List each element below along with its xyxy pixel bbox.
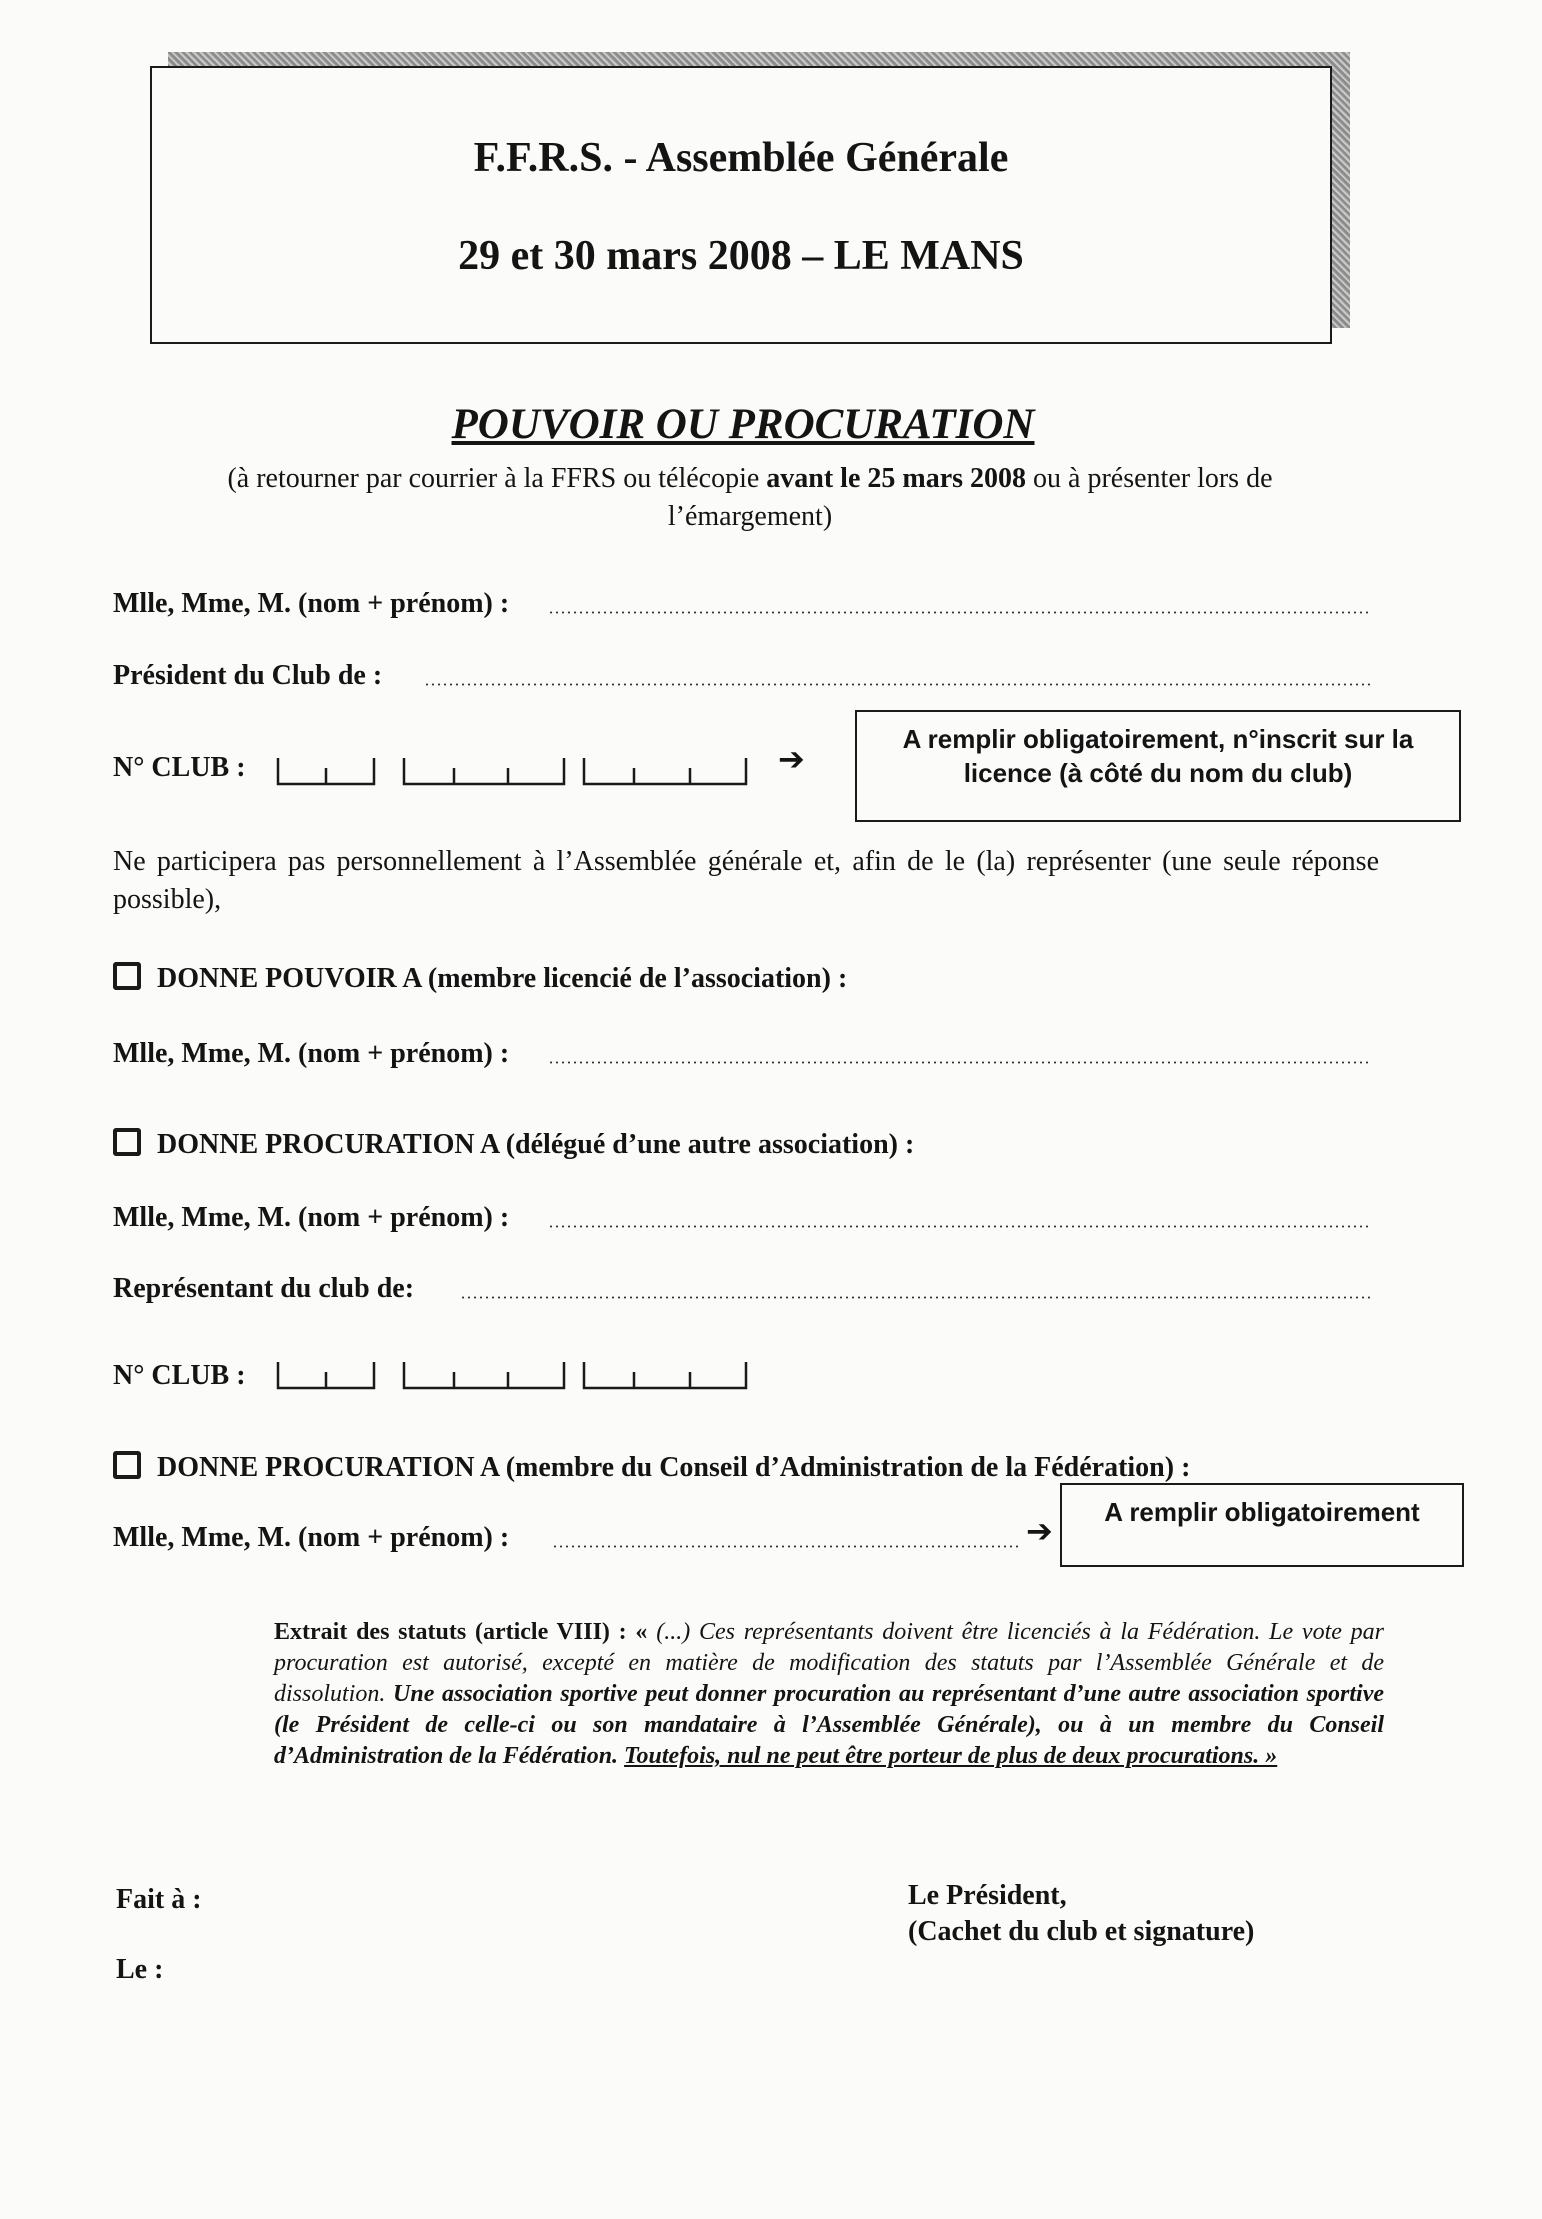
subtitle-text: (à retourner par courrier à la FFRS ou télécopie: [227, 463, 767, 494]
representant-club-input-line[interactable]: [460, 1296, 1372, 1299]
mandatory-note-box: A remplir obligatoirement: [1060, 1483, 1464, 1567]
subtitle-text-end: ou à présenter lors de l’émargement): [667, 463, 1273, 532]
president-label: Président du Club de :: [113, 660, 383, 691]
statuts-lead: Extrait des statuts (article VIII) : «: [274, 1619, 657, 1645]
checkbox-pouvoir[interactable]: [113, 962, 141, 990]
checkbox-procuration-delegue[interactable]: [113, 1128, 141, 1156]
club-number-label-2: N° CLUB :: [113, 1360, 246, 1391]
option-procuration-conseil-label: DONNE PROCURATION A (membre du Conseil d’Administration de la Fédération) :: [157, 1452, 1191, 1483]
name-label-3: Mlle, Mme, M. (nom + prénom) :: [113, 1202, 510, 1233]
form-subtitle: [150, 460, 1350, 536]
option-procuration-delegue[interactable]: [113, 1128, 914, 1161]
club-number-boxes[interactable]: [274, 752, 754, 788]
name-input-line-3[interactable]: [548, 1225, 1372, 1228]
header-box: [150, 66, 1332, 344]
option-procuration-delegue-label: DONNE PROCURATION A (délégué d’une autre association) :: [157, 1129, 915, 1160]
intro-paragraph: Ne participera pas personnellement à l’Assemblée générale et, afin de le (la) représenter (une seule réponse possible),: [113, 846, 1379, 915]
name-input-line-4[interactable]: [552, 1545, 1022, 1548]
header-title: F.F.R.S. - Assemblée Générale: [473, 135, 1009, 181]
name-input-line[interactable]: [548, 611, 1372, 614]
name-label-4: Mlle, Mme, M. (nom + prénom) :: [113, 1522, 510, 1553]
option-procuration-conseil[interactable]: [113, 1451, 1190, 1484]
subtitle-deadline: avant le 25 mars 2008: [766, 463, 1027, 494]
name-label: Mlle, Mme, M. (nom + prénom) :: [113, 588, 510, 619]
option-pouvoir-label: DONNE POUVOIR A (membre licencié de l’association) :: [157, 963, 848, 994]
signature-subtitle: (Cachet du club et signature): [908, 1916, 1255, 1947]
president-club-input-line[interactable]: [424, 683, 1372, 686]
option-pouvoir[interactable]: [113, 962, 847, 995]
statuts-text-1: (...) Ces représentants doivent être licenciés à la Fédération. Le vote par procuration est autorisé, excepté en matière de modification des statuts par l’Assemblée Générale et de dissolution.: [274, 1619, 1384, 1707]
statuts-text-3: Toutefois, nul ne peut être porteur de plus de deux procurations. »: [624, 1743, 1278, 1769]
club-number-note-box: A remplir obligatoirement, n°inscrit sur la licence (à côté du nom du club): [855, 710, 1461, 822]
form-title: POUVOIR OU PROCURATION: [451, 401, 1035, 448]
arrow-right-icon-2: ➔: [1026, 1512, 1053, 1550]
checkbox-procuration-conseil[interactable]: [113, 1451, 141, 1479]
name-input-line-2[interactable]: [548, 1061, 1372, 1064]
club-number-label: N° CLUB :: [113, 752, 246, 783]
statuts-extract: [274, 1617, 1384, 1772]
fait-a-label: Fait à :: [116, 1884, 202, 1915]
signature-title: Le Président,: [908, 1880, 1067, 1911]
name-label-2: Mlle, Mme, M. (nom + prénom) :: [113, 1038, 510, 1069]
header-date-location: 29 et 30 mars 2008 – LE MANS: [458, 233, 1024, 279]
statuts-text-2: Une association sportive peut donner procuration au représentant d’une autre association sportive (le Président de celle-ci ou son mandataire à l’Assemblée Générale), ou à un membre du Conseil d’Administration de la Fédération.: [274, 1681, 1384, 1769]
le-label: Le :: [116, 1954, 164, 1985]
arrow-right-icon: ➔: [778, 740, 805, 778]
club-number-boxes-2[interactable]: [274, 1356, 754, 1392]
representant-label: Représentant du club de:: [113, 1273, 415, 1304]
